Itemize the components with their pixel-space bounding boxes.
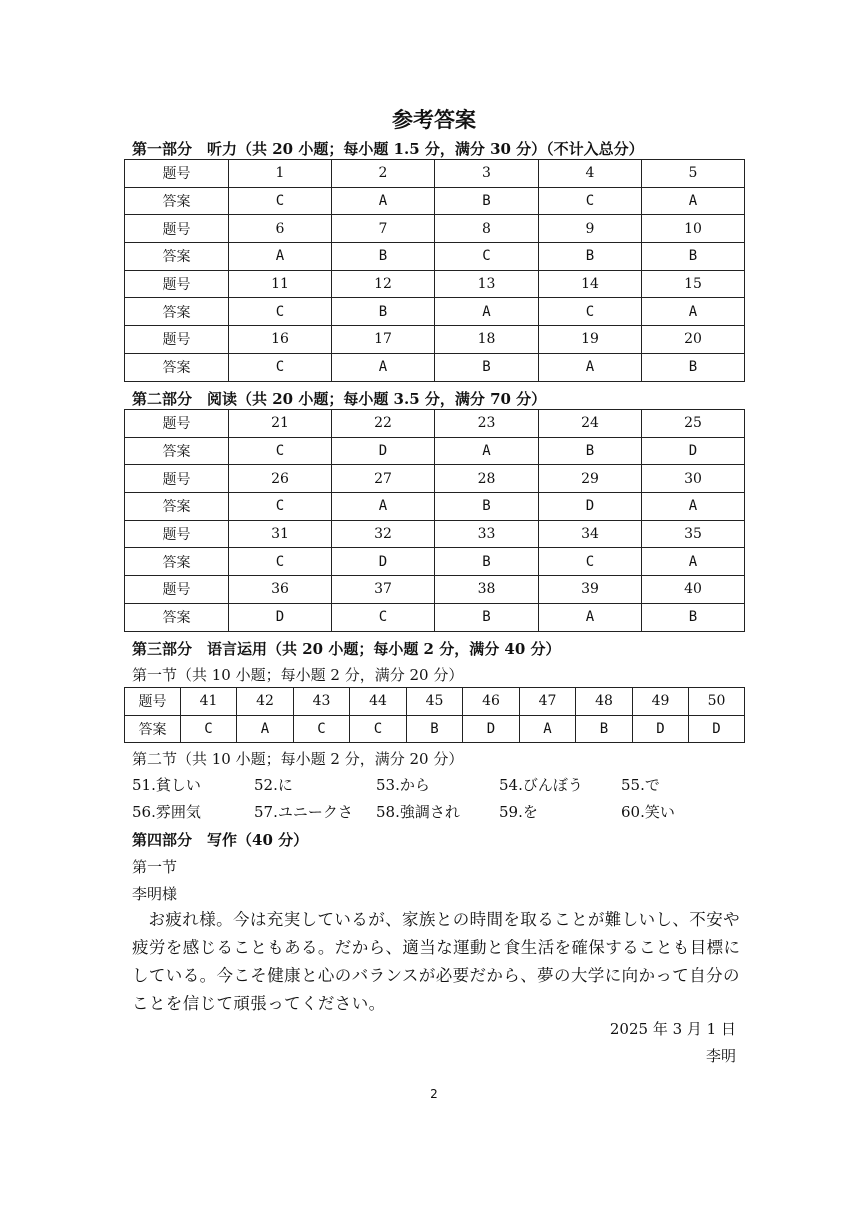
answer-letter: B xyxy=(642,243,745,271)
question-number: 39 xyxy=(539,576,642,604)
question-number: 43 xyxy=(294,688,350,716)
answer-letter: D xyxy=(332,548,435,576)
answer-letter: D xyxy=(633,715,689,743)
part2-heading: 第二部分 阅读（共 20 小题；每小题 3.5 分，满分 70 分） xyxy=(132,390,547,408)
answer-letter: A xyxy=(332,353,435,381)
question-number-row xyxy=(125,688,745,716)
row-label: 答案 xyxy=(125,298,229,326)
answer-row xyxy=(125,548,745,576)
row-label: 题号 xyxy=(125,215,229,243)
answer-letter: C xyxy=(435,243,539,271)
fill-answer-row xyxy=(132,801,721,828)
part3-section1-table xyxy=(124,687,745,743)
question-number: 1 xyxy=(229,160,332,188)
fill-answer: 60.笑い xyxy=(621,803,675,821)
fill-answer: 57.ユニークさ xyxy=(254,803,353,821)
letter-salutation: 李明様 xyxy=(132,885,178,903)
answer-letter: A xyxy=(539,603,642,631)
answer-letter: A xyxy=(642,187,745,215)
question-number: 35 xyxy=(642,520,745,548)
question-number: 24 xyxy=(539,410,642,438)
row-label: 题号 xyxy=(125,270,229,298)
answer-letter: A xyxy=(229,243,332,271)
answer-letter: A xyxy=(332,187,435,215)
answer-letter: B xyxy=(435,187,539,215)
part1-heading: 第一部分 听力（共 20 小题；每小题 1.5 分，满分 30 分）（不计入总分） xyxy=(132,140,644,158)
question-number: 49 xyxy=(633,688,689,716)
answer-letter: A xyxy=(332,493,435,521)
answer-letter: D xyxy=(229,603,332,631)
row-label: 答案 xyxy=(125,243,229,271)
answer-letter: C xyxy=(294,715,350,743)
question-number: 41 xyxy=(181,688,237,716)
row-label: 题号 xyxy=(125,326,229,354)
question-number: 42 xyxy=(237,688,294,716)
part4-heading: 第四部分 写作（40 分） xyxy=(132,831,309,849)
answer-letter: C xyxy=(539,548,642,576)
fill-answer: 54.びんぼう xyxy=(499,776,583,794)
answer-letter: B xyxy=(576,715,633,743)
question-number: 32 xyxy=(332,520,435,548)
answer-letter: D xyxy=(463,715,520,743)
answer-letter: B xyxy=(407,715,463,743)
answer-letter: B xyxy=(642,603,745,631)
question-number: 4 xyxy=(539,160,642,188)
part3-section1-heading: 第一节（共 10 小题；每小题 2 分，满分 20 分） xyxy=(132,666,464,684)
answer-letter: A xyxy=(642,298,745,326)
page-title: 参考答案 xyxy=(392,107,476,132)
answer-letter: A xyxy=(520,715,576,743)
question-number: 14 xyxy=(539,270,642,298)
question-number: 17 xyxy=(332,326,435,354)
answer-letter: D xyxy=(689,715,745,743)
question-number-row xyxy=(125,215,745,243)
question-number: 13 xyxy=(435,270,539,298)
answer-letter: B xyxy=(435,548,539,576)
part3-section2-heading: 第二节（共 10 小题；每小题 2 分，满分 20 分） xyxy=(132,750,464,768)
question-number: 7 xyxy=(332,215,435,243)
answer-letter: A xyxy=(435,298,539,326)
fill-answer: 58.強調され xyxy=(376,803,460,821)
answer-letter: C xyxy=(350,715,407,743)
part3-heading: 第三部分 语言运用（共 20 小题；每小题 2 分，满分 40 分） xyxy=(132,640,561,658)
question-number: 23 xyxy=(435,410,539,438)
row-label: 题号 xyxy=(125,410,229,438)
answer-letter: B xyxy=(435,603,539,631)
question-number: 48 xyxy=(576,688,633,716)
fill-answer: 55.で xyxy=(621,776,660,794)
row-label: 题号 xyxy=(125,576,229,604)
question-number: 10 xyxy=(642,215,745,243)
question-number: 3 xyxy=(435,160,539,188)
letter-signature: 李明 xyxy=(705,1047,736,1065)
part2-answer-table xyxy=(124,409,745,632)
answer-letter: B xyxy=(435,353,539,381)
question-number: 2 xyxy=(332,160,435,188)
answer-letter: A xyxy=(539,353,642,381)
question-number-row xyxy=(125,160,745,188)
question-number: 33 xyxy=(435,520,539,548)
row-label: 题号 xyxy=(125,520,229,548)
letter-body: お疲れ様。今は充実しているが、家族との時間を取ることが難しいし、不安や疲労を感じることもある。だから、適当な運動と食生活を確保することも目標にしている。今こそ健康と心のバランスが必要だから、夢の大学に向かって自分のことを信じて頑張ってください。 xyxy=(132,910,741,1013)
fill-answer: 53.から xyxy=(376,776,430,794)
answer-letter: B xyxy=(539,437,642,465)
question-number: 18 xyxy=(435,326,539,354)
answer-letter: A xyxy=(642,493,745,521)
question-number: 38 xyxy=(435,576,539,604)
question-number: 27 xyxy=(332,465,435,493)
question-number: 44 xyxy=(350,688,407,716)
answer-row xyxy=(125,353,745,381)
answer-letter: D xyxy=(539,493,642,521)
answer-letter: B xyxy=(332,243,435,271)
question-number: 12 xyxy=(332,270,435,298)
part4-section-heading: 第一节 xyxy=(132,858,178,876)
question-number: 47 xyxy=(520,688,576,716)
answer-row xyxy=(125,493,745,521)
question-number-row xyxy=(125,520,745,548)
row-label: 答案 xyxy=(125,187,229,215)
question-number: 37 xyxy=(332,576,435,604)
answer-letter: C xyxy=(229,187,332,215)
row-label: 答案 xyxy=(125,353,229,381)
question-number: 26 xyxy=(229,465,332,493)
answer-letter: A xyxy=(237,715,294,743)
question-number: 34 xyxy=(539,520,642,548)
row-label: 题号 xyxy=(125,465,229,493)
answer-letter: C xyxy=(229,548,332,576)
question-number-row xyxy=(125,270,745,298)
question-number: 15 xyxy=(642,270,745,298)
question-number: 50 xyxy=(689,688,745,716)
question-number: 21 xyxy=(229,410,332,438)
question-number: 16 xyxy=(229,326,332,354)
question-number: 8 xyxy=(435,215,539,243)
part1-answer-table xyxy=(124,159,745,382)
answer-letter: D xyxy=(642,437,745,465)
question-number: 5 xyxy=(642,160,745,188)
question-number-row xyxy=(125,410,745,438)
answer-letter: C xyxy=(332,603,435,631)
question-number: 31 xyxy=(229,520,332,548)
answer-letter: A xyxy=(435,437,539,465)
question-number: 28 xyxy=(435,465,539,493)
answer-letter: C xyxy=(229,298,332,326)
answer-letter: C xyxy=(229,493,332,521)
answer-row xyxy=(125,715,745,743)
row-label: 答案 xyxy=(125,493,229,521)
page-number: 2 xyxy=(430,1087,438,1101)
fill-answer: 59.を xyxy=(499,803,538,821)
answer-letter: C xyxy=(539,298,642,326)
row-label: 题号 xyxy=(125,160,229,188)
answer-letter: D xyxy=(332,437,435,465)
fill-answer-row xyxy=(132,774,721,801)
question-number: 22 xyxy=(332,410,435,438)
question-number: 19 xyxy=(539,326,642,354)
question-number: 11 xyxy=(229,270,332,298)
answer-letter: C xyxy=(229,437,332,465)
question-number: 46 xyxy=(463,688,520,716)
fill-answer: 51.貧しい xyxy=(132,776,201,794)
answer-letter: C xyxy=(539,187,642,215)
answer-row xyxy=(125,603,745,631)
part3-section2-answers xyxy=(132,774,721,828)
question-number: 9 xyxy=(539,215,642,243)
answer-row xyxy=(125,243,745,271)
answer-letter: B xyxy=(332,298,435,326)
question-number-row xyxy=(125,326,745,354)
question-number: 29 xyxy=(539,465,642,493)
row-label: 答案 xyxy=(125,603,229,631)
row-label: 答案 xyxy=(125,548,229,576)
question-number: 20 xyxy=(642,326,745,354)
answer-letter: B xyxy=(435,493,539,521)
question-number-row xyxy=(125,465,745,493)
answer-row xyxy=(125,298,745,326)
letter-date: 2025 年 3 月 1 日 xyxy=(609,1020,736,1038)
question-number-row xyxy=(125,576,745,604)
answer-row xyxy=(125,437,745,465)
question-number: 30 xyxy=(642,465,745,493)
question-number: 40 xyxy=(642,576,745,604)
row-label: 答案 xyxy=(125,715,181,743)
question-number: 25 xyxy=(642,410,745,438)
answer-letter: B xyxy=(642,353,745,381)
answer-row xyxy=(125,187,745,215)
question-number: 6 xyxy=(229,215,332,243)
fill-answer: 56.雰囲気 xyxy=(132,803,201,821)
answer-letter: C xyxy=(229,353,332,381)
row-label: 答案 xyxy=(125,437,229,465)
question-number: 36 xyxy=(229,576,332,604)
row-label: 题号 xyxy=(125,688,181,716)
fill-answer: 52.に xyxy=(254,776,293,794)
question-number: 45 xyxy=(407,688,463,716)
answer-letter: C xyxy=(181,715,237,743)
answer-letter: B xyxy=(539,243,642,271)
answer-letter: A xyxy=(642,548,745,576)
